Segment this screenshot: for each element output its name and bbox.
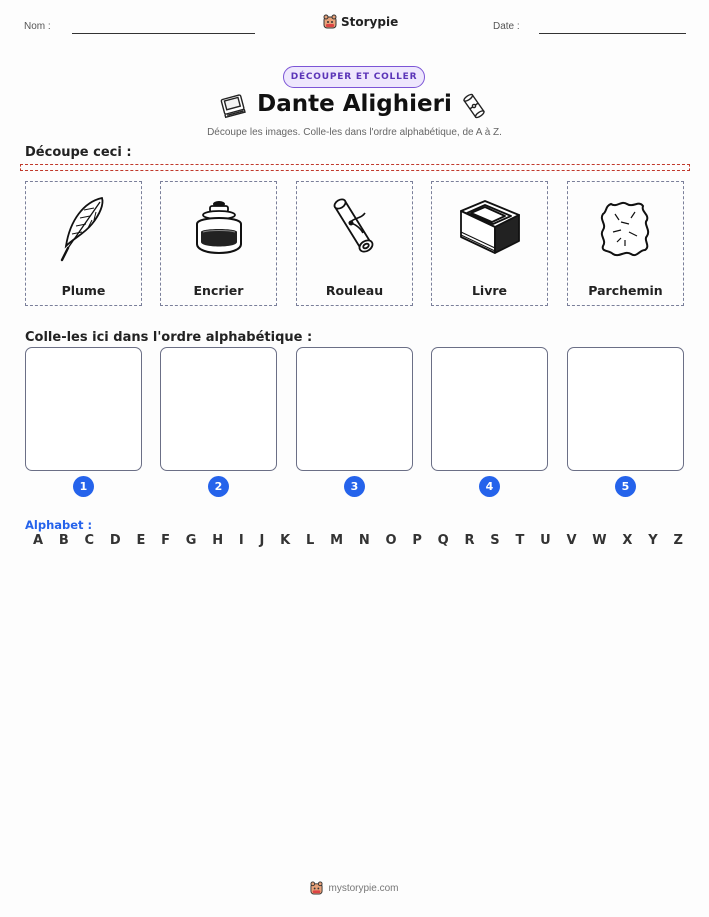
alphabet-letter: A — [33, 533, 44, 548]
scroll-icon — [297, 192, 412, 266]
alphabet-letter: X — [622, 533, 633, 548]
card-livre[interactable] — [431, 181, 548, 306]
alphabet-letter: J — [259, 533, 265, 548]
card-label: Parchemin — [588, 283, 663, 298]
alphabet-letter: O — [385, 533, 397, 548]
slot-number-3: 3 — [344, 476, 365, 497]
card-label: Rouleau — [325, 283, 384, 298]
name-line[interactable] — [72, 33, 255, 34]
quill-icon — [26, 192, 141, 266]
slot-number-1: 1 — [73, 476, 94, 497]
date-label: Date : — [493, 21, 520, 32]
brand-logo — [323, 14, 398, 29]
footer — [0, 881, 709, 895]
cut-line — [20, 164, 690, 171]
cut-section-label: Découpe ceci : — [25, 145, 132, 160]
book-icon — [432, 192, 547, 266]
alphabet-row — [33, 533, 683, 548]
footer-url[interactable]: mystorypie.com — [328, 882, 399, 894]
card-label: Encrier — [193, 283, 244, 298]
alphabet-letter: M — [330, 533, 344, 548]
alphabet-letter: W — [592, 533, 607, 548]
alphabet-letter: I — [238, 533, 244, 548]
paste-slot-4[interactable] — [431, 347, 548, 471]
paste-slot-2[interactable] — [160, 347, 277, 471]
brand-name: Storypie — [341, 14, 399, 29]
paste-slot-1[interactable] — [25, 347, 142, 471]
parchment-icon — [568, 192, 683, 266]
alphabet-letter: Z — [673, 533, 683, 548]
alphabet-letter: S — [490, 533, 500, 548]
storypie-mascot-icon — [310, 881, 323, 895]
name-label: Nom : — [24, 21, 51, 32]
alphabet-letter: N — [358, 533, 370, 548]
scroll-deco-icon — [460, 90, 488, 126]
card-label: Plume — [61, 283, 106, 298]
inkwell-icon — [161, 192, 276, 266]
activity-badge: DÉCOUPER ET COLLER — [283, 66, 425, 88]
card-plume[interactable] — [25, 181, 142, 306]
paste-slot-5[interactable] — [567, 347, 684, 471]
alphabet-letter: K — [280, 533, 291, 548]
alphabet-letter: Q — [437, 533, 449, 548]
card-encrier[interactable] — [160, 181, 277, 306]
card-parchemin[interactable] — [567, 181, 684, 306]
alphabet-letter: Y — [648, 533, 658, 548]
slot-number-5: 5 — [615, 476, 636, 497]
card-label: Livre — [471, 283, 508, 298]
alphabet-letter: B — [58, 533, 69, 548]
paste-section-label: Colle-les ici dans l'ordre alphabétique : — [25, 330, 313, 345]
alphabet-letter: F — [161, 533, 171, 548]
instructions: Découpe les images. Colle-les dans l'ordre alphabétique, de A à Z. — [207, 127, 502, 138]
alphabet-letter: P — [412, 533, 422, 548]
alphabet-letter: E — [136, 533, 146, 548]
alphabet-letter: V — [566, 533, 577, 548]
alphabet-letter: U — [540, 533, 551, 548]
storypie-mascot-icon — [323, 14, 337, 29]
card-rouleau[interactable] — [296, 181, 413, 306]
slot-number-2: 2 — [208, 476, 229, 497]
alphabet-label: Alphabet : — [25, 518, 93, 532]
alphabet-letter: D — [109, 533, 121, 548]
alphabet-letter: G — [185, 533, 197, 548]
alphabet-letter: C — [84, 533, 95, 548]
date-line[interactable] — [539, 33, 686, 34]
slot-number-4: 4 — [479, 476, 500, 497]
page-title: Dante Alighieri — [257, 91, 452, 117]
alphabet-letter: H — [212, 533, 224, 548]
alphabet-letter: L — [306, 533, 315, 548]
alphabet-letter: T — [515, 533, 525, 548]
alphabet-letter: R — [464, 533, 475, 548]
paste-slot-3[interactable] — [296, 347, 413, 471]
